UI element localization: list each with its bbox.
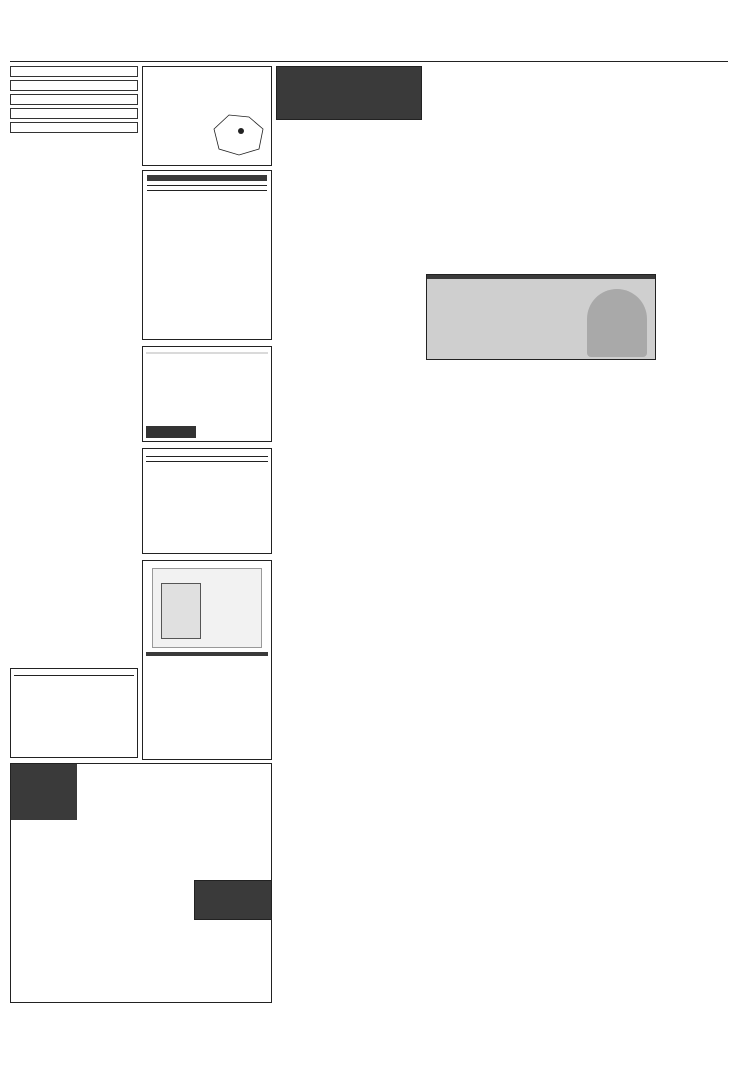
- map-icon: [209, 109, 267, 159]
- notice-5: [10, 122, 138, 133]
- classifieds-col-d: [502, 66, 578, 272]
- ad-kuijt: [426, 274, 656, 360]
- notice-1: [10, 66, 138, 77]
- ad-phone: [146, 456, 268, 462]
- notice-3: [10, 94, 138, 105]
- classifieds-col-a: [276, 134, 348, 1024]
- ad-van-mourik: [142, 170, 272, 340]
- page-header: [10, 52, 728, 62]
- classifieds-col-e2: [660, 364, 728, 660]
- ad-varia: [194, 880, 272, 920]
- ad-zuidema: [142, 346, 272, 442]
- ad-grote-psalmzangavond: [142, 66, 272, 166]
- ad-phone: [146, 352, 268, 354]
- ad-koole: [142, 448, 272, 554]
- classifieds-col-b: [352, 66, 422, 1024]
- ad-weydelijner: [142, 560, 272, 760]
- notice-4: [10, 108, 138, 119]
- ad-footer: [146, 652, 268, 656]
- package-icon: [161, 583, 201, 639]
- ad-title: [14, 672, 134, 676]
- classifieds-col-e4: [582, 676, 728, 1024]
- classifieds-col-d2: [502, 364, 578, 492]
- notice-2: [10, 80, 138, 91]
- ad-line: [147, 185, 267, 191]
- classifieds-col-c2: [426, 374, 498, 1024]
- ad-title: [427, 275, 655, 279]
- classifieds-col-e3: [582, 364, 656, 660]
- nuvu-logo: [146, 426, 196, 438]
- classifieds-col-c: [426, 66, 498, 272]
- product-image: [152, 568, 262, 648]
- ad-bloemen: [10, 668, 138, 758]
- model-photo: [587, 289, 647, 357]
- classifieds-col-d3: [502, 590, 578, 1024]
- ad-title: [147, 175, 267, 181]
- classifieds-col-e: [582, 76, 728, 272]
